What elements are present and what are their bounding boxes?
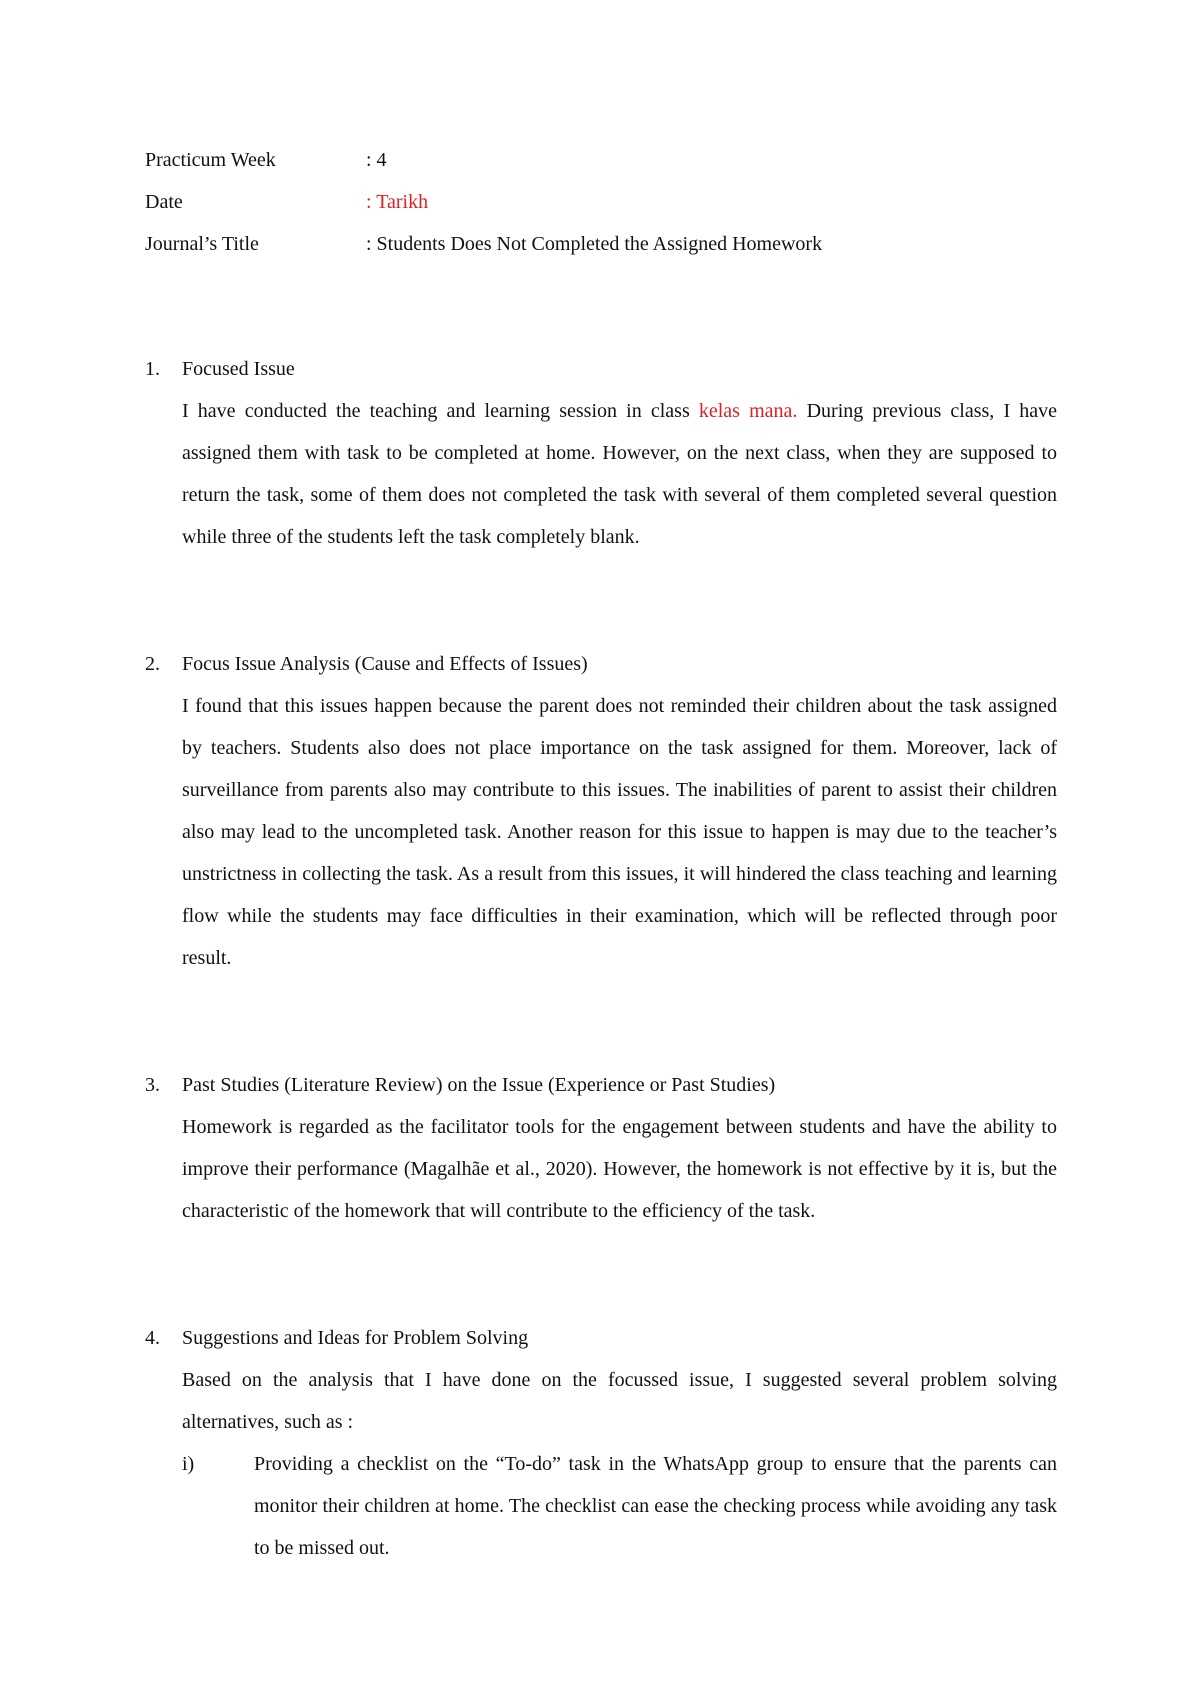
item-text: Providing a checklist on the “To-do” task in the WhatsApp group to ensure that the parents can monitor their children at home. The checklist can ease the checking process while avoiding any task to be missed out. [254, 1453, 1057, 1559]
section-heading [145, 1064, 1057, 1106]
header-row-date [145, 187, 822, 229]
section-suggestions [145, 1317, 1057, 1569]
section-title: Focus Issue Analysis (Cause and Effects of Issues) [182, 653, 588, 675]
section-number: 4. [145, 1327, 160, 1349]
section-heading [145, 643, 1057, 685]
section-number: 2. [145, 653, 160, 675]
header-value [366, 187, 428, 229]
section-title: Focused Issue [182, 358, 295, 380]
section-focus-issue-analysis [145, 643, 1057, 979]
item-marker: i) [182, 1453, 195, 1475]
section-title: Suggestions and Ideas for Problem Solving [182, 1327, 529, 1349]
section-body: Homework is regarded as the facilitator tools for the engagement between students and have the ability to improve their performance (Magalhãe et al., 2020). However, the homework is not effective by it is, but the characteristic of the homework that will contribute to the efficiency of the task. [182, 1116, 1057, 1222]
section-body [182, 390, 1057, 558]
section-title: Past Studies (Literature Review) on the Issue (Experience or Past Studies) [182, 1074, 776, 1096]
colon-prefix: : [366, 191, 377, 213]
section-focused-issue [145, 348, 1057, 558]
date-placeholder: Tarikh [376, 191, 429, 213]
journal-header [145, 145, 822, 271]
section-past-studies [145, 1064, 1057, 1232]
header-label: Practicum Week [145, 149, 276, 171]
header-value: : Students Does Not Completed the Assigned Homework [366, 233, 823, 255]
suggestion-item [182, 1443, 1057, 1569]
header-label: Date [145, 191, 183, 213]
section-heading [145, 348, 1057, 390]
header-value: : 4 [366, 149, 387, 171]
body-text: During previous class, I have assigned them with task to be completed at home. However, on the next class, when they are supposed to return the task, some of them does not completed the task with several of them completed several question while three of the students left the task completely blank. [182, 400, 1058, 548]
body-text: I have conducted the teaching and learning session in class [182, 400, 699, 422]
section-body: I found that this issues happen because the parent does not reminded their children about the task assigned by teachers. Students also does not place importance on the task assigned for them. Moreover, lack of surveillance from parents also may contribute to this issues. The inabilities of parent to assist their children also may lead to the uncompleted task. Another reason for this issue to happen is may due to the teacher’s unstrictness in collecting the task. As a result from this issues, it will hindered the class teaching and learning flow while the students may face difficulties in their examination, which will be reflected through poor result. [182, 695, 1057, 969]
header-label: Journal’s Title [145, 233, 259, 255]
section-heading [145, 1317, 1057, 1359]
section-number: 1. [145, 358, 160, 380]
section-number: 3. [145, 1074, 160, 1096]
header-row-practicum-week [145, 145, 822, 187]
class-placeholder: kelas mana. [698, 400, 798, 422]
section-body: Based on the analysis that I have done on the focussed issue, I suggested several problem solving alternatives, such as : [182, 1369, 1057, 1433]
header-row-journal-title [145, 229, 822, 271]
